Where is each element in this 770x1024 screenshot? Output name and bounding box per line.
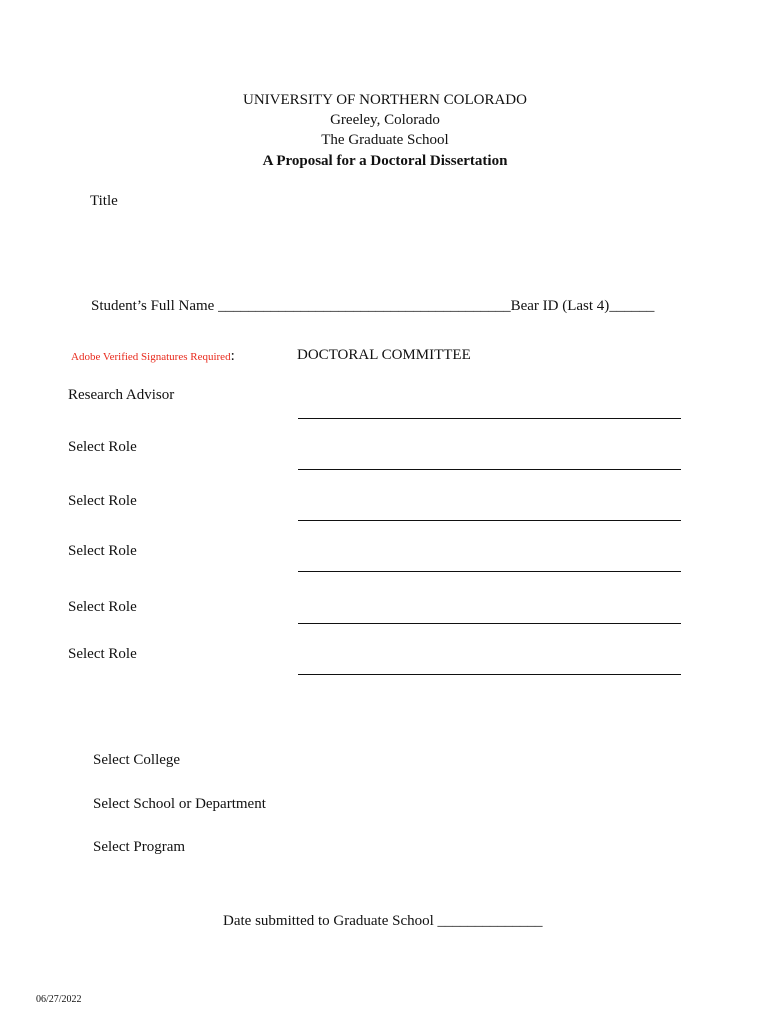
committee-signature-line[interactable] [298, 674, 681, 675]
committee-signature-line[interactable] [298, 571, 681, 572]
signatures-note [71, 347, 235, 365]
date-submitted-field[interactable]: ______________ [437, 913, 543, 929]
committee-heading: DOCTORAL COMMITTEE [297, 347, 471, 363]
signatures-required-text: Adobe Verified Signatures Required [71, 351, 231, 363]
form-title: A Proposal for a Doctoral Dissertation [262, 153, 508, 169]
bear-id-label: Bear ID (Last 4) [510, 298, 610, 314]
committee-role-research-advisor: Research Advisor [68, 387, 175, 403]
signatures-note-colon: : [230, 348, 235, 364]
bear-id-field[interactable]: ______ [609, 298, 655, 314]
student-name-label: Student’s Full Name [91, 298, 215, 314]
date-submitted-label: Date submitted to Graduate School [223, 913, 434, 929]
student-info-row [91, 298, 654, 315]
committee-signature-line[interactable] [298, 469, 681, 470]
committee-role-select[interactable]: Select Role [68, 493, 137, 509]
footer-revision-date: 06/27/2022 [36, 994, 82, 1005]
university-name: UNIVERSITY OF NORTHERN COLORADO [243, 92, 527, 108]
committee-signature-line[interactable] [298, 623, 681, 624]
university-location: Greeley, Colorado [330, 112, 440, 128]
student-name-field[interactable]: _______________________________________ [218, 298, 511, 314]
committee-signature-line[interactable] [298, 418, 681, 419]
committee-role-select[interactable]: Select Role [68, 599, 137, 615]
committee-signature-line[interactable] [298, 520, 681, 521]
committee-role-select[interactable]: Select Role [68, 646, 137, 662]
committee-role-select[interactable]: Select Role [68, 439, 137, 455]
date-submitted-row [223, 913, 543, 930]
select-school-department[interactable]: Select School or Department [93, 796, 266, 812]
select-program[interactable]: Select Program [93, 839, 186, 855]
select-college[interactable]: Select College [93, 752, 181, 768]
committee-role-select[interactable]: Select Role [68, 543, 137, 559]
title-field-label[interactable]: Title [90, 193, 118, 209]
graduate-school-name: The Graduate School [321, 132, 449, 148]
